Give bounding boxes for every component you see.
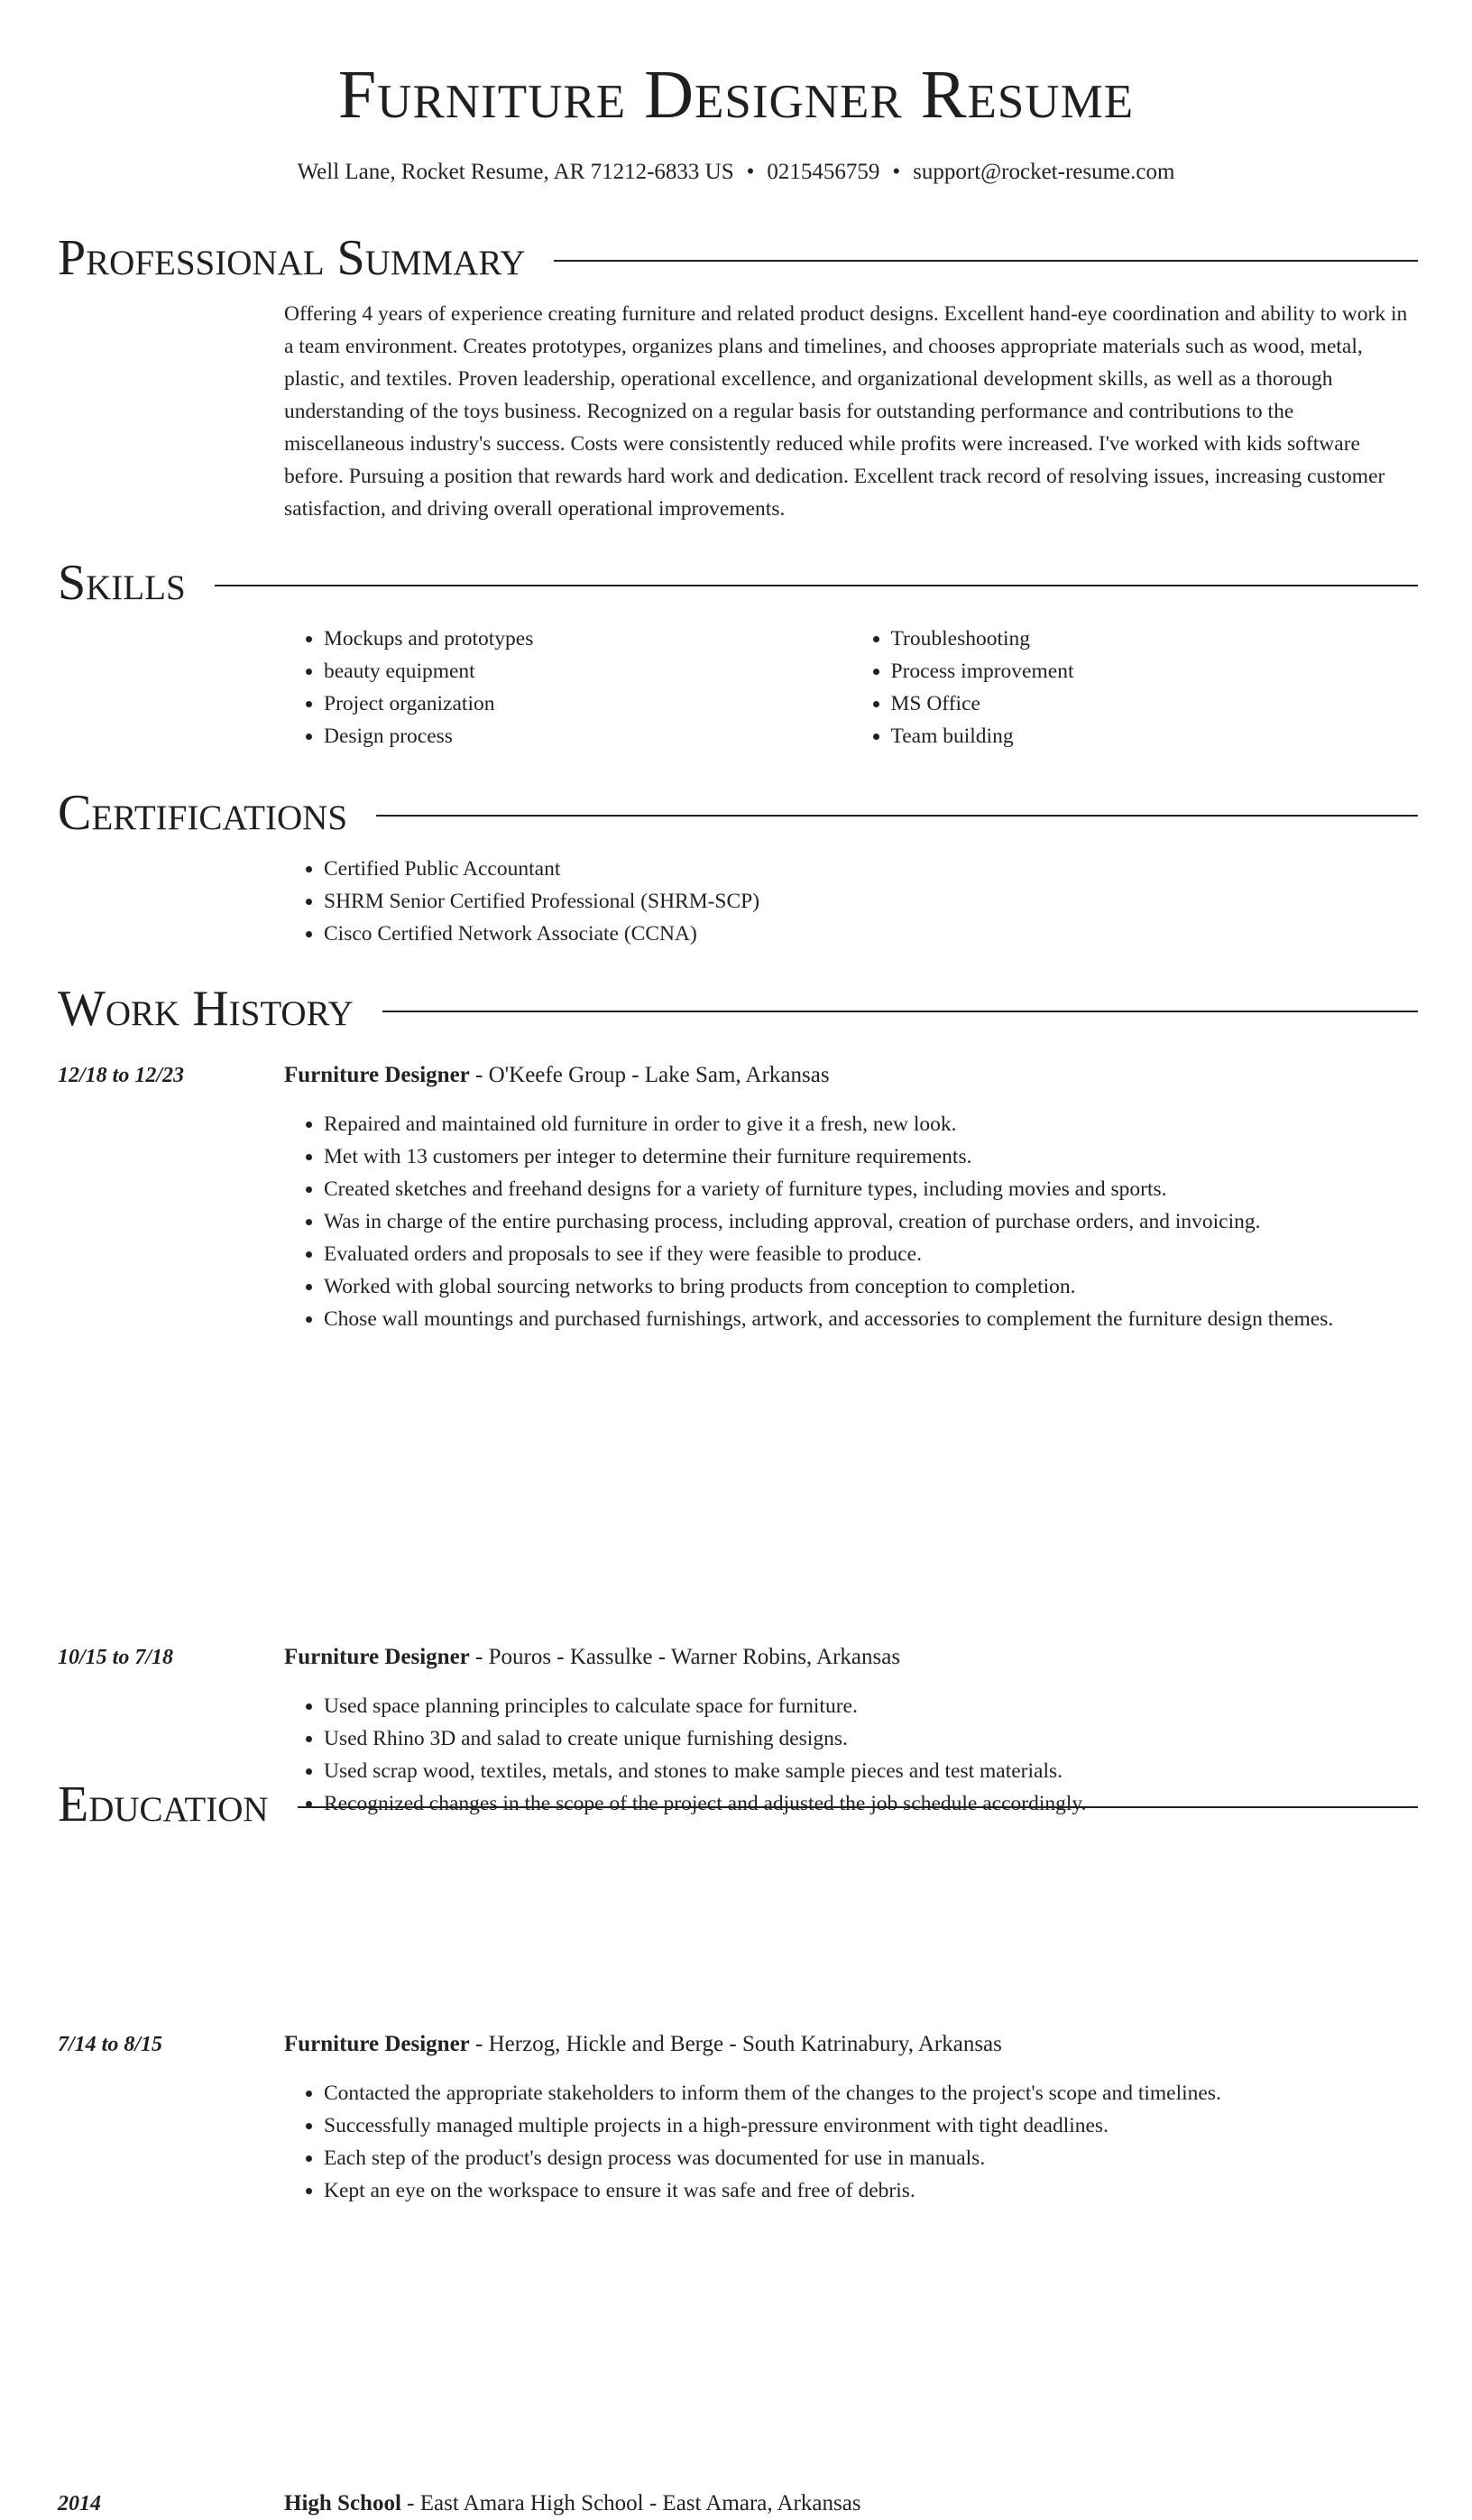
skills-list (284, 623, 1418, 752)
separator: • (746, 160, 755, 184)
education-heading (284, 2488, 1418, 2520)
job-bullets (284, 1108, 1418, 1335)
school-details: - East Amara High School - East Amara, Arkansas (400, 2491, 861, 2515)
skills-section (58, 554, 1418, 752)
summary-text: Offering 4 years of experience creating furniture and related product designs. Excellent hand-eye coordination and ability to work in a team environment. Creates prototypes, organizes plans and timelines, and chooses appropriate materials such as wood, metal, plastic, and textiles. Proven leadership, operational excellence, and organizational development skills, as well as a thorough understanding of the toys business. Recognized on a regular basis for outstanding performance and contributions to the miscellaneous industry's success. Costs were consistently reduced while profits were increased. I've worked with kids software before. Pursuing a position that rewards hard work and dedication. Excellent track record of resolving issues, increasing customer satisfaction, and driving overall operational improvements. (284, 302, 1408, 521)
list-item: • Recognized changes in the scope of the project and adjusted the job schedule accordingly. (324, 1787, 1418, 1820)
job-dates: 7/14 to 8/15 (58, 2033, 163, 2056)
skills-column-right (851, 623, 1419, 752)
section-title: Skills (58, 555, 186, 611)
list-item: • MS Office (891, 688, 1419, 720)
section-header (58, 1776, 1418, 1833)
list-item: • Successfully managed multiple projects in a high-pressure environment with tight deadlines. (324, 2109, 1418, 2142)
list-item: • Chose wall mountings and purchased furnishings, artwork, and accessories to complement the furniture design themes. (324, 1303, 1418, 1335)
degree: High School (284, 2491, 401, 2515)
education-year: 2014 (58, 2492, 101, 2515)
section-header (58, 229, 1418, 287)
separator: • (892, 160, 901, 184)
section-header (58, 784, 1418, 842)
divider (298, 1806, 1418, 1808)
list-item: • Contacted the appropriate stakeholders to inform them of the changes to the project's scope and timelines. (324, 2077, 1418, 2109)
list-item: • Mockups and prototypes (324, 623, 851, 655)
work-entry (58, 2028, 1418, 2207)
list-item: • Troubleshooting (891, 623, 1419, 655)
contact-line (0, 158, 1472, 187)
list-item: • Used space planning principles to calculate space for furniture. (324, 1690, 1418, 1722)
job-bullets (284, 2077, 1418, 2207)
section-title: Certifications (58, 785, 348, 841)
list-item: • Created sketches and freehand designs for a variety of furniture types, including movies and sports. (324, 1173, 1418, 1205)
list-item: • Repaired and maintained old furniture in order to give it a fresh, new look. (324, 1108, 1418, 1140)
list-item: • Used scrap wood, textiles, metals, and stones to make sample pieces and test materials. (324, 1755, 1418, 1787)
education-section (58, 1776, 1418, 1833)
summary-section (58, 229, 1418, 525)
list-item: • beauty equipment (324, 655, 851, 688)
job-title: Furniture Designer (284, 1063, 470, 1087)
phone: 0215456759 (767, 160, 880, 184)
job-details: - Pouros - Kassulke - Warner Robins, Arkansas (469, 1645, 901, 1669)
divider (382, 1011, 1418, 1012)
list-item: • Process improvement (891, 655, 1419, 688)
job-title: Furniture Designer (284, 1645, 470, 1669)
section-title: Professional Summary (58, 230, 526, 286)
list-item: • Was in charge of the entire purchasing process, including approval, creation of purchase orders, and invoicing. (324, 1205, 1418, 1238)
job-details: - O'Keefe Group - Lake Sam, Arkansas (469, 1063, 830, 1087)
address: Well Lane, Rocket Resume, AR 71212-6833 US (297, 160, 734, 184)
section-header (58, 554, 1418, 612)
list-item: • Evaluated orders and proposals to see if they were feasible to produce. (324, 1238, 1418, 1270)
job-heading (284, 2028, 1418, 2061)
list-item: • Team building (891, 720, 1419, 752)
section-title: Education (58, 1777, 269, 1832)
list-item: • Kept an eye on the workspace to ensure it was safe and free of debris. (324, 2174, 1418, 2207)
list-item: • Design process (324, 720, 851, 752)
list-item: • Each step of the product's design process was documented for use in manuals. (324, 2142, 1418, 2174)
job-heading (284, 1641, 1418, 1674)
work-history-section (58, 980, 1418, 1038)
job-heading (284, 1059, 1418, 1092)
list-item: • Met with 13 customers per integer to determine their furniture requirements. (324, 1140, 1418, 1173)
certifications-list (284, 853, 1418, 950)
education-entry (58, 2488, 1418, 2520)
divider (554, 260, 1418, 262)
divider (215, 585, 1418, 586)
certifications-section (58, 784, 1418, 950)
list-item: • SHRM Senior Certified Professional (SHRM-SCP) (324, 885, 1418, 918)
email-link[interactable]: support@rocket-resume.com (913, 160, 1175, 184)
resume-title: Furniture Designer Resume (337, 57, 1135, 133)
job-dates: 10/15 to 7/18 (58, 1646, 174, 1669)
list-item: • Used Rhino 3D and salad to create unique furnishing designs. (324, 1722, 1418, 1755)
list-item: • Worked with global sourcing networks to bring products from conception to completion. (324, 1270, 1418, 1303)
job-title: Furniture Designer (284, 2032, 470, 2056)
section-title: Work History (58, 981, 354, 1037)
section-header (58, 980, 1418, 1038)
list-item: • Project organization (324, 688, 851, 720)
skills-column-left (284, 623, 851, 752)
job-dates: 12/18 to 12/23 (58, 1064, 185, 1087)
list-item: • Cisco Certified Network Associate (CCNA) (324, 918, 1418, 950)
work-entry (58, 1059, 1418, 1335)
list-item: • Certified Public Accountant (324, 853, 1418, 885)
divider (376, 815, 1418, 817)
job-details: - Herzog, Hickle and Berge - South Katrinabury, Arkansas (469, 2032, 1002, 2056)
